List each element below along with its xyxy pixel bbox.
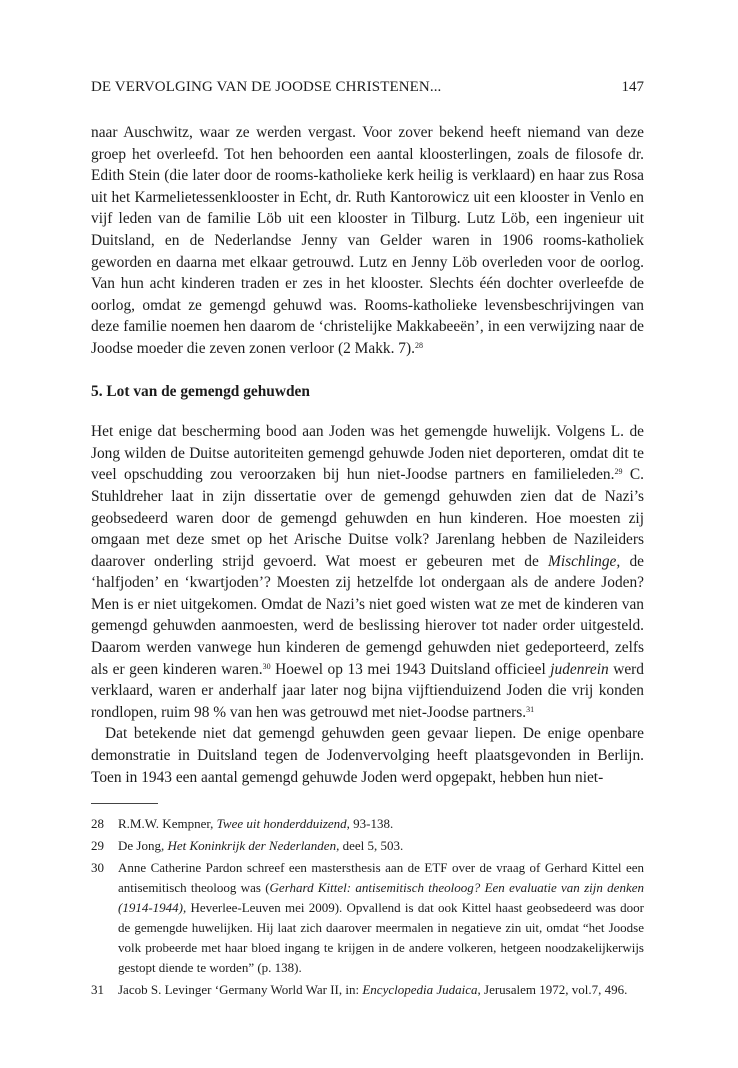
footnote-ref-29[interactable]: 29 [614,467,623,477]
footnote-text [118,980,644,1000]
paragraph-2-italic-mischlinge: Mischlinge, [548,552,621,570]
footnote-number: 30 [91,860,104,875]
footnote-number: 29 [91,838,104,853]
footnote-text-a: Jacob S. Levinger ‘Germany World War II, in: [118,982,363,997]
running-header [91,79,644,99]
footnote-31 [91,980,644,1000]
paragraph-3: Dat betekende niet dat gemengd gehuwden geen gevaar liepen. De enige openbare demonstratie in Duitsland tegen de Jodenvervolging heeft plaatsgevonden in Berlijn. Toen in 1943 een aantal gemengd gehuwde Joden werd opgepakt, hebben hun niet- [91,725,644,786]
running-title: DE VERVOLGING VAN DE JOODSE CHRISTENEN... [91,79,442,95]
footnote-ref-30[interactable]: 30 [262,661,271,671]
footnotes [91,814,644,1002]
footnote-text-b: , Jerusalem 1972, vol.7, 496. [477,982,628,997]
footnote-text-b: , 93-138. [346,816,394,831]
footnote-number: 31 [91,982,104,997]
paragraph-2 [91,421,644,723]
paragraph-2-text-d: Hoewel op 13 mei 1943 Duitsland officieel [270,660,551,678]
page-number: 147 [621,79,644,95]
paragraph-2-italic-judenrein: judenrein [550,660,609,678]
paragraph-2-text-b: C. Stuhldreher laat in zijn dissertatie over de gemengd gehuwden zien dat de Nazi’s geobsedeerd waren door de gemengd gehuwden en hun kinderen. Hoe moesten zij omgaan met deze smet op het Arische Duitse volk? Jarenlang hebben de Nazileiders daarover onderling strijd gevoerd. Wat moest er gebeuren met de [91,466,644,570]
paragraph-1 [91,122,644,360]
footnote-text [118,814,644,834]
footnote-title: Twee uit honderdduizend [216,816,347,831]
paragraph-2-text-c: de ‘halfjoden’ en ‘kwartjoden’? Moesten zij hetzelfde lot ondergaan als de andere Joden? Men is er niet uitgekomen. Omdat de Nazi’s niet goed wisten wat ze met de kinderen van gemengd gehuwden aanmoesten, werd de beslissing hierover tot nader order uitgesteld. Daarom werden vanwege hun kinderen de gemengd gehuwden niet gedeporteerd, zelfs als er geen kinderen waren. [91,552,644,678]
footnote-text [118,836,644,856]
footnote-text-b: deel 5, 503. [339,838,404,853]
footnote-text-a: Anne Catherine Pardon schreef een mastersthesis aan de ETF over de vraag of Gerhard Kittel een antisemitisch theoloog was ( [118,860,644,895]
footnote-text-a: R.M.W. Kempner, [118,816,217,831]
footnote-text-b: Heverlee-Leuven mei 2009). Opvallend is dat ook Kittel haast geobsedeerd was door de gemengde huwelijken. Hij laat zich daarover meermalen in negatieve zin uit, omdat “het Joodse volk probeerde met haar bloed ingang te krijgen in de andere volkeren, hetgeen noodzakelijkerwijs gestopt diende te worden” (p. 138). [118,900,644,975]
main-text [91,122,644,788]
footnote-title: Encyclopedia Judaica [362,982,478,997]
footnote-ref-28[interactable]: 28 [414,340,423,350]
footnote-text-a: De Jong, [118,838,168,853]
footnote-29 [91,836,644,856]
paragraph-1-text: naar Auschwitz, waar ze werden vergast. Voor zover bekend heeft niemand van deze groep het overleefd. Tot hen behoorden een aantal kloosterlingen, zoals de filosofe dr. Edith Stein (die later door de rooms-katholieke kerk heilig is verklaard) en haar zus Rosa uit het Karmelietessenklooster in Echt, dr. Ruth Kantorowicz uit een klooster in Venlo en vijf leden van de familie Löb uit een klooster in Tilburg. Lutz Löb, een ingenieur uit Duitsland, en de Nederlandse Jenny van Gelder waren in 1906 rooms-katholiek geworden en daarna met elkaar getrouwd. Lutz en Jenny Löb overleden voor de oorlog. Van hun acht kinderen traden er zes in het klooster. Slechts één dochter overleefde de oorlog, omdat ze gemengd gehuwd was. Rooms-katholieke levensbeschrijvingen van deze familie noemen hen daarom de ‘christelijke Makkabeeën’, in een verwijzing naar de Joodse moeder die zeven zonen verloor (2 Makk. 7). [91,124,644,357]
section-heading: 5. Lot van de gemengd gehuwden [91,382,310,400]
footnote-30 [91,858,644,978]
footnote-title: Het Koninkrijk der Nederlanden, [167,838,340,853]
footnote-text [118,858,644,978]
paragraph-2-text-a: Het enige dat bescherming bood aan Joden was het gemengde huwelijk. Volgens L. de Jong wilden de Duitse autoriteiten gemengd gehuwde Joden niet deporteren, omdat dit te veel opschudding zou veroorzaken bij hun niet-Joodse partners en familieleden. [91,423,644,484]
footnote-number: 28 [91,816,104,831]
footnote-divider [91,803,158,804]
footnote-28 [91,814,644,834]
footnote-ref-31[interactable]: 31 [526,704,535,714]
footnote-title: Gerhard Kittel: antisemitisch theoloog? Een evaluatie van zijn denken (1914-1944), [118,880,644,915]
paragraph-2-text-e: werd verklaard, waren er anderhalf jaar later nog bijna vijftienduizend Joden die vrij konden rondlopen, ruim 98 % van hen was getrouwd met niet-Joodse partners. [91,660,644,721]
